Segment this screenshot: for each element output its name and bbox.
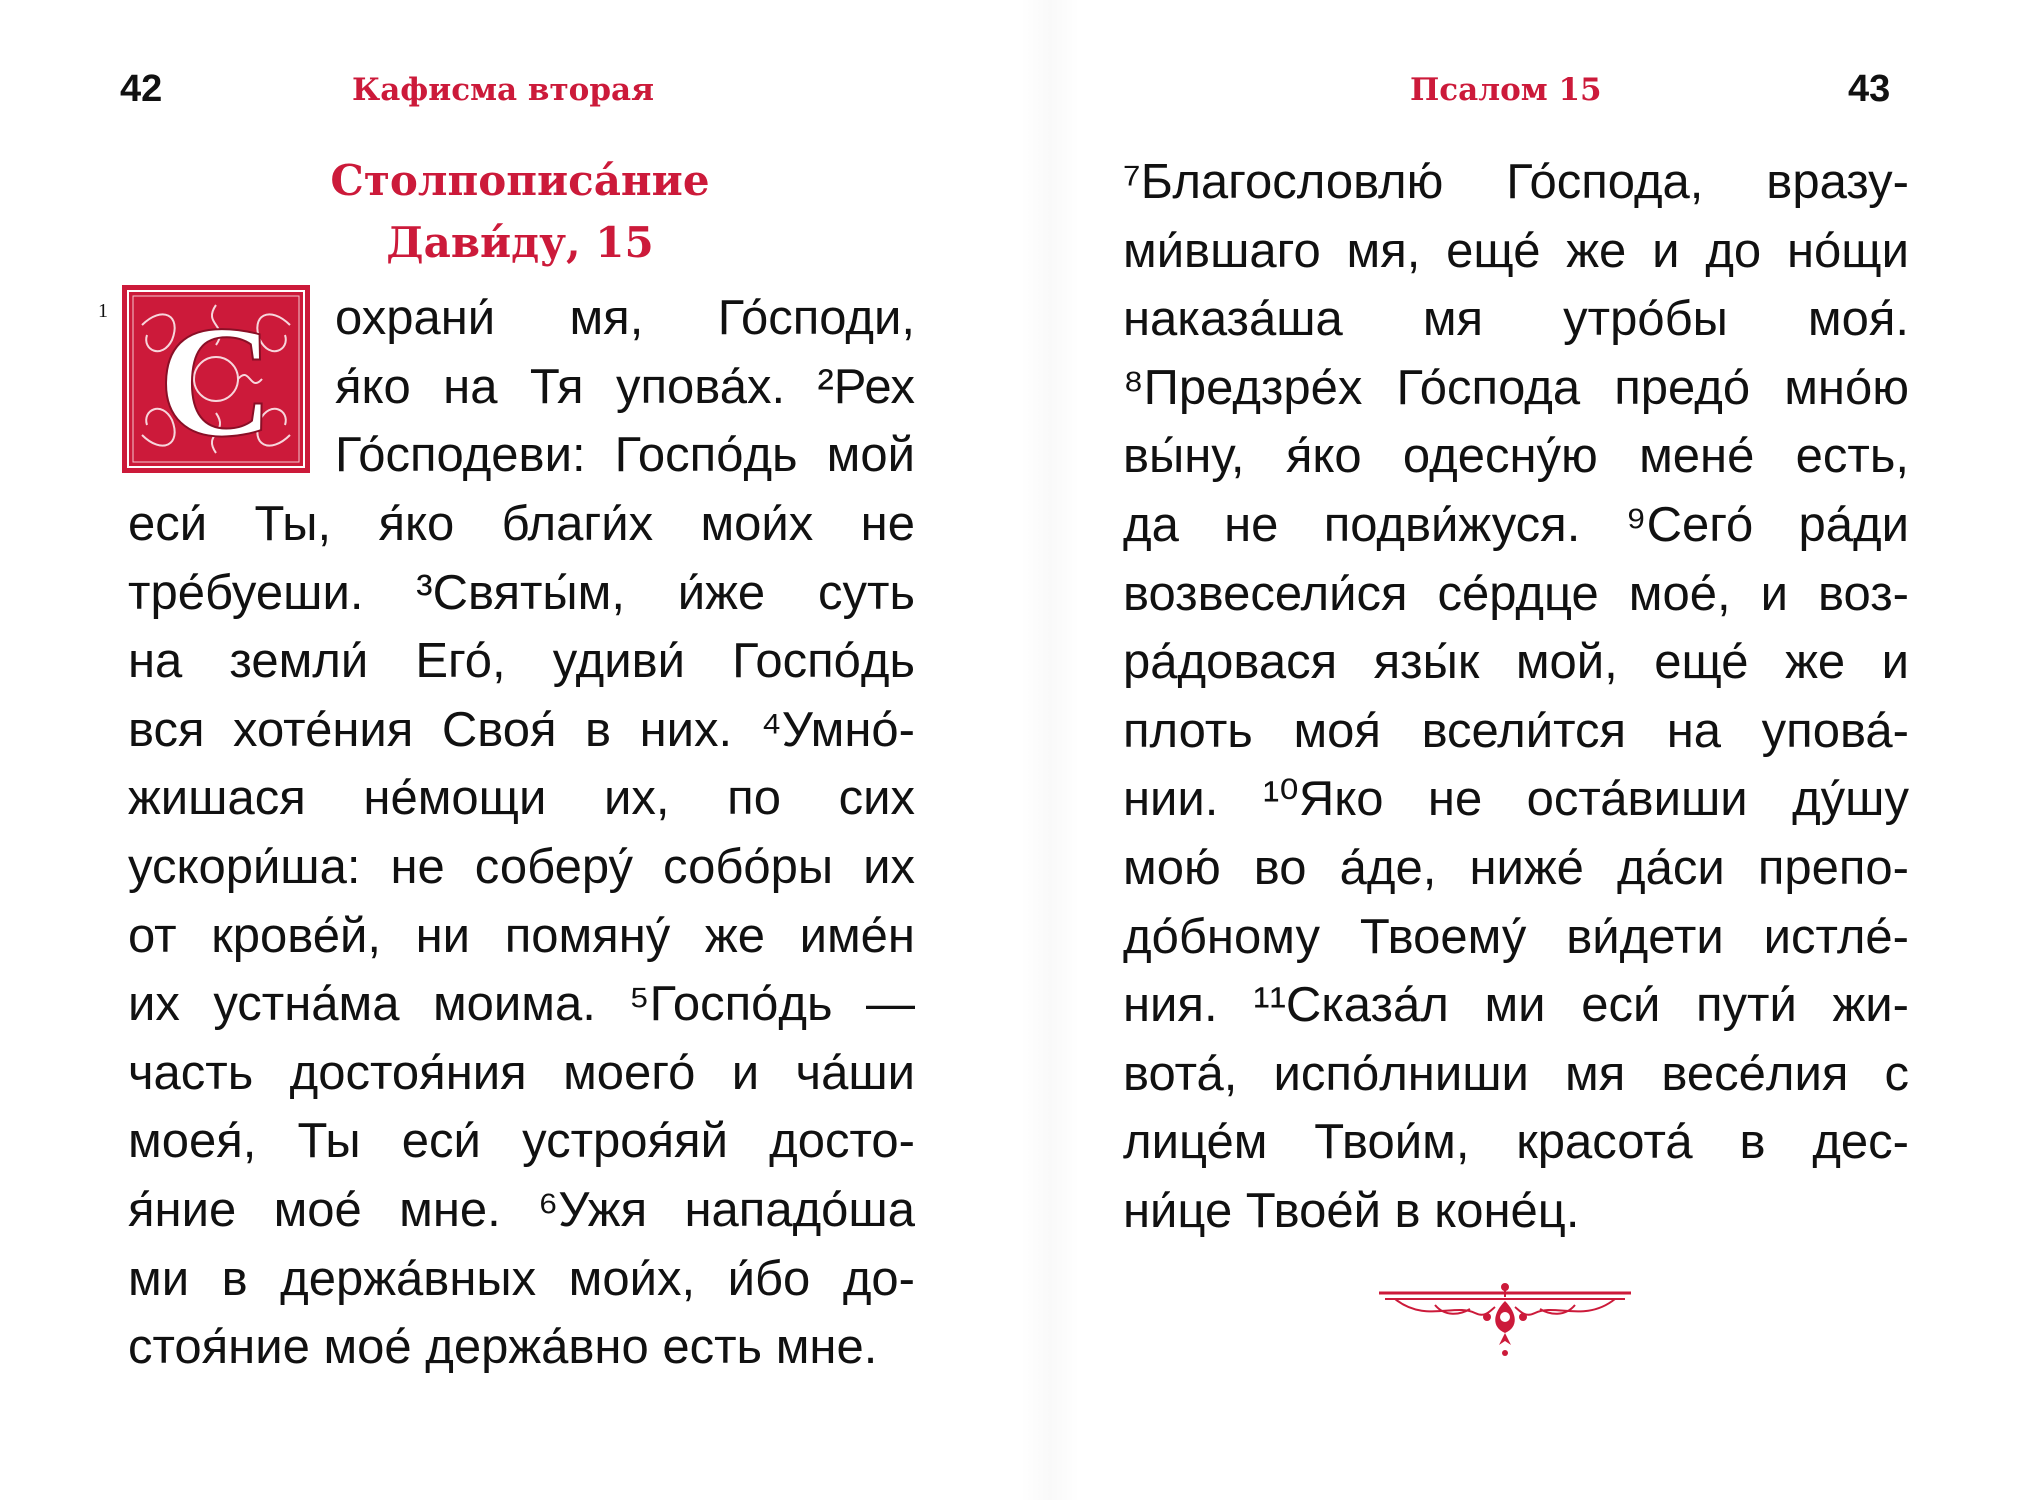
text-line: я́ние мое́ мне. ⁶Ужя нападо́ша (128, 1182, 915, 1237)
verse-block-beside-dropcap (335, 284, 915, 490)
text-line: наказа́ша мя утро́бы моя́. (1123, 292, 1909, 347)
text-line: ния. ¹¹Сказа́л ми еси́ пути́ жи- (1123, 978, 1909, 1033)
text-line: ⁷Благословлю́ Го́спода, вразу- (1123, 155, 1909, 209)
text-line: ми в держа́вных мои́х, и́бо до- (128, 1251, 915, 1306)
text-line: ускори́ша: не соберу́ собо́ры их (128, 839, 915, 894)
text-line: мою́ во а́де, ниже́ да́си препо- (1123, 840, 1909, 895)
text-line: тре́буеши. ³Святы́м, и́же суть (128, 565, 915, 620)
psalm-title-line-2: Дави́ду, 15 (386, 218, 654, 267)
text-line: вы́ну, я́ко одесну́ю мене́ есть, (1123, 429, 1909, 484)
page-number: 43 (1848, 68, 1891, 110)
dropcap-letter: С (158, 292, 274, 470)
verse-one-marker: 1 (98, 300, 108, 322)
text-line: нии. ¹⁰Яко не оста́виши ду́шу (1123, 772, 1909, 827)
text-line: плоть моя́ всели́тся на упова́- (1123, 703, 1909, 758)
text-line: ни́це Твое́й в коне́ц. (1123, 1183, 1580, 1238)
text-line: стоя́ние мое́ держа́вно есть мне. (128, 1320, 878, 1375)
psalm-title (300, 150, 740, 274)
page-number: 42 (120, 68, 163, 110)
text-line: возвесели́ся се́рдце мое́, и воз- (1123, 566, 1909, 621)
text-line: до́бному Твоему́ ви́дети истле́- (1123, 909, 1909, 964)
text-line: лице́м Твои́м, красота́ в дес- (1123, 1115, 1909, 1170)
text-line: жишася не́мощи их, по сих (128, 771, 915, 826)
text-line: ⁸Предзре́х Го́спода предо́ мно́ю (1123, 360, 1909, 415)
psalm-title-line-1: Столпописа́ние (330, 156, 710, 205)
text-line: вота́, испо́лниши мя весе́лия с (1123, 1046, 1909, 1101)
verse-block (128, 490, 915, 1382)
text-line: охрани́ мя, Го́споди, (335, 291, 915, 345)
text-line: еси́ Ты, я́ко благи́х мои́х не (128, 497, 915, 551)
text-line: ми́вшаго мя, еще́ же и до но́щи (1123, 223, 1909, 278)
text-line: моея́, Ты еси́ устроя́яй досто- (128, 1114, 915, 1169)
right-page (1010, 0, 2019, 1500)
ornamental-dropcap-icon (122, 285, 310, 473)
verse-block (1123, 148, 1909, 1246)
text-line: вся хоте́ния Своя́ в них. ⁴Умно́- (128, 702, 915, 757)
text-line: часть достоя́ния моего́ и ча́ши (128, 1045, 915, 1100)
text-line: их устна́ма моима. ⁵Госпо́дь — (128, 977, 915, 1032)
running-head: Кафисма вторая (352, 72, 655, 108)
text-line: Го́сподеви: Госпо́дь мой (335, 428, 915, 483)
text-line: да не подви́жуся. ⁹Сего́ ра́ди (1123, 497, 1909, 552)
floral-tailpiece-icon (1375, 1283, 1635, 1363)
text-line: ра́довася язы́к мой, еще́ же и (1123, 635, 1909, 690)
text-line: от крове́й, ни помяну́ же име́н (128, 908, 915, 963)
text-line: на земли́ Его́, удиви́ Госпо́дь (128, 634, 915, 689)
running-head: Псалом 15 (1410, 72, 1602, 108)
text-line: я́ко на Тя упова́х. ²Рех (335, 359, 915, 414)
